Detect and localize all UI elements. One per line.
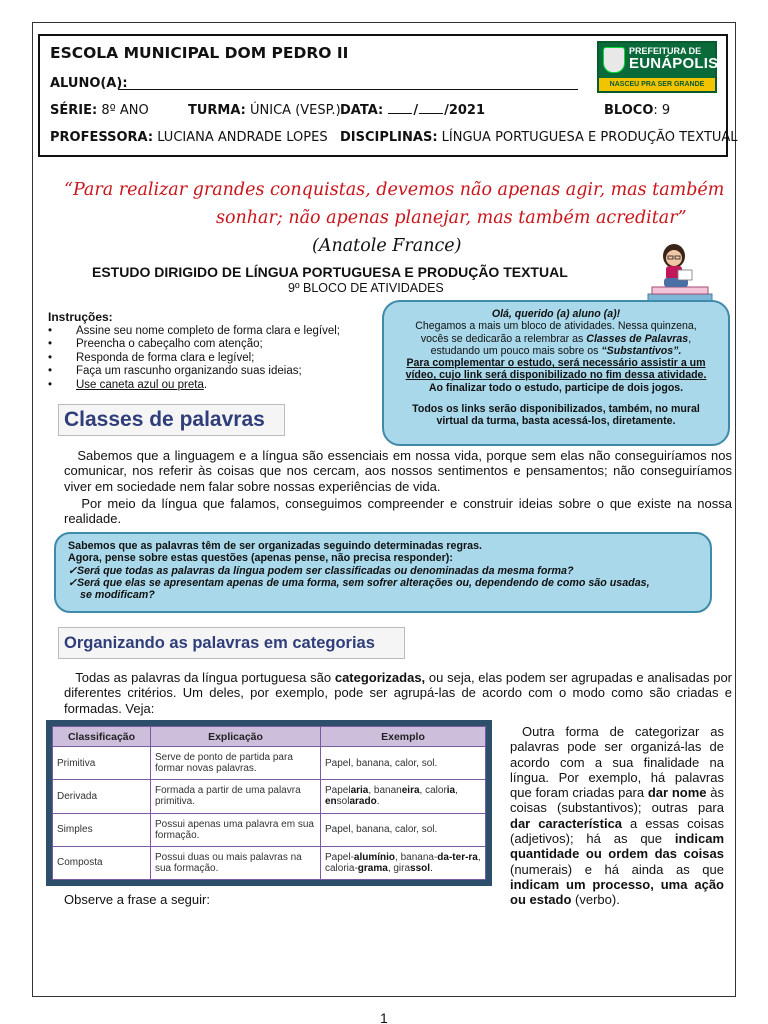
turma-value: ÚNICA (VESP.) [250, 103, 341, 118]
p-cat-c: ou seja, elas podem ser agrupadas e analisadas por diferentes critérios. Um deles, por exemplo, pode ser agrupá-las de acordo com o modo como são criadas e formadas. Veja: [64, 670, 733, 716]
logo-line2: EUNÁPOLIS [629, 55, 719, 72]
question-line1: Sabemos que as palavras têm de ser organizadas seguindo determinadas regras. [68, 540, 483, 552]
bloco-row [604, 103, 670, 118]
paragraph-intro [64, 448, 732, 494]
greeting-line6: Ao finalizar todo o estudo, participe de dois jogos. [428, 381, 684, 394]
ex-bold: ia [446, 785, 456, 797]
greeting-line8: virtual da turma, basta acessá-los, diretamente. [436, 415, 676, 428]
ex-bold: aria [350, 785, 369, 797]
table-cell: Papel, banana, calor, sol. [321, 747, 486, 780]
instruction-item: • Responda de forma clara e legível; [48, 352, 340, 365]
ex-part: Papel- [325, 851, 354, 863]
quote-line2: sonhar; não apenas planejar, mas também acreditar” [216, 208, 687, 228]
ex-bold: grama [357, 862, 388, 874]
date-month-field[interactable] [419, 113, 443, 114]
greeting-line3-emph: “Substantivos”. [601, 344, 682, 357]
ex-part: , [455, 785, 458, 797]
date-day-field[interactable] [388, 113, 412, 114]
question-2a: ✓Será que elas se apresentam apenas de uma forma, sem sofrer alterações ou, dependendo de como são usadas, [68, 576, 650, 589]
side-text-part: a essas coisas (adjetivos); há as que [510, 815, 724, 847]
observe-text: Observe a frase a seguir: [64, 892, 210, 907]
instructions [48, 310, 340, 392]
classification-table [52, 726, 486, 880]
page-number: 1 [380, 1010, 388, 1024]
instruction-item-underlined: Use caneta azul ou preta [76, 378, 204, 391]
professora-value: LUCIANA ANDRADE LOPES [157, 130, 328, 145]
ex-part: , caloria- [325, 851, 481, 874]
ex-bold: ssol [410, 862, 431, 874]
professora-label: PROFESSORA: [50, 130, 154, 145]
greeting-line7: Todos os links serão disponibilizados, também, no mural [412, 403, 700, 416]
instruction-item: • Use caneta azul ou preta. [48, 379, 340, 392]
serie-row [50, 103, 149, 118]
table-row [53, 780, 486, 813]
paragraph-realidade-text: Por meio da língua que falamos, conseguimos compreender e construir ideias sobre o que existe na nossa realidade. [64, 496, 732, 527]
table-header: Explicação [151, 727, 321, 747]
question-2b: se modificam? [80, 589, 155, 602]
table-cell: Simples [53, 813, 151, 846]
table-cell: Possui duas ou mais palavras na sua formação. [151, 846, 321, 879]
table-cell: Composta [53, 846, 151, 879]
date-year: /2021 [444, 103, 486, 118]
table-cell [321, 846, 486, 879]
ex-part: . [376, 796, 380, 808]
table-cell: Formada a partir de uma palavra primitiva. [151, 780, 321, 813]
p-cat-a: Todas as palavras da língua portuguesa são [75, 670, 335, 685]
ex-part: . [430, 862, 433, 874]
table-cell: Primitiva [53, 747, 151, 780]
greeting-line4: Para complementar o estudo, será necessário assistir a um [406, 357, 706, 370]
section-title-classes: Classes de palavras [58, 404, 285, 436]
bloco-value: : 9 [653, 103, 671, 118]
instruction-item: • Preencha o cabeçalho com atenção; [48, 338, 340, 351]
study-subtitle: 9º BLOCO DE ATIVIDADES [288, 281, 444, 295]
aluno-name-field[interactable] [118, 89, 578, 90]
date-separator: / [413, 103, 419, 118]
ex-bold: arado [349, 796, 377, 808]
greeting-line2-emph: Classes de Palavras [586, 332, 689, 345]
greeting-line5: vídeo, cujo link será disponibilizado no fim dessa atividade. [405, 369, 707, 382]
quote-author: (Anatole France) [312, 236, 462, 256]
logo-line1: PREFEITURA DE [629, 46, 702, 56]
side-text-bold: indicam um processo, uma ação ou estado [510, 876, 724, 908]
greeting-line3 [384, 345, 728, 357]
side-text-part: Outra forma de categorizar as palavras pode ser organizá-las de acordo com a sua finalidade na língua. Por exemplo, há palavras que foram criadas para [510, 724, 724, 801]
quote-line1: “Para realizar grandes conquistas, devemos não apenas agir, mas também [64, 180, 725, 200]
disciplinas-label: DISCIPLINAS: [340, 130, 438, 145]
side-paragraph [510, 724, 724, 908]
question-box [54, 532, 712, 613]
ex-part: , calor [419, 785, 447, 797]
table-row [53, 846, 486, 879]
side-text-part: às coisas (substantivos); outras para [510, 785, 724, 816]
serie-value: 8º ANO [101, 103, 149, 118]
professora-row [50, 130, 328, 145]
side-text-bold: dar nome [647, 785, 707, 801]
instruction-item: • Assine seu nome completo de forma clara e legível; [48, 325, 340, 338]
data-label: DATA: [340, 103, 384, 118]
bloco-label: BLOCO [604, 103, 654, 118]
school-name: ESCOLA MUNICIPAL DOM PEDRO II [50, 44, 349, 62]
table-cell: Serve de ponto de partida para formar novas palavras. [151, 747, 321, 780]
disciplinas-value: LÍNGUA PORTUGUESA E PRODUÇÃO TEXTUAL [441, 130, 738, 145]
ex-part: Papel [325, 785, 351, 797]
table-cell: Possui apenas uma palavra em sua formação. [151, 813, 321, 846]
greeting-title: Olá, querido (a) aluno (a)! [491, 308, 621, 320]
p-cat-b: categorizadas, [334, 670, 426, 685]
table-header: Classificação [53, 727, 151, 747]
paragraph-intro-text: Sabemos que a linguagem e a língua são essenciais em nossa vida, porque sem elas não conseguiríamos nos comunicar, nos referir às coisas que nos cercam, aos nossos sentimentos e pensamentos; não conseguiríamos viver em sociedade nem falar sobre nossas experiências de vida. [64, 448, 732, 494]
crest-icon [603, 47, 625, 73]
greeting-line2 [384, 333, 728, 345]
study-title: ESTUDO DIRIGIDO DE LÍNGUA PORTUGUESA E PRODUÇÃO TEXTUAL [92, 264, 568, 280]
side-text-part: (numerais) e há ainda as que [510, 861, 724, 877]
table-cell: Papel, banana, calor, sol. [321, 813, 486, 846]
instruction-item: • Faça um rascunho organizando suas ideias; [48, 365, 340, 378]
greeting-box [382, 300, 730, 446]
table-row [53, 813, 486, 846]
question-1: ✓Será que todas as palavras da língua podem ser classificadas ou denominadas da mesma forma? [68, 564, 574, 577]
ex-part: , banan [368, 785, 402, 797]
logo-tagline: NASCEU PRA SER GRANDE [599, 78, 715, 91]
ex-bold: en [325, 796, 337, 808]
side-text-bold: indicam quantidade ou ordem das coisas [510, 831, 724, 862]
turma-label: TURMA: [188, 103, 246, 118]
paragraph-realidade [64, 496, 732, 527]
turma-row [188, 103, 341, 118]
disciplinas-row [340, 130, 738, 145]
greeting-line1: Chegamos a mais um bloco de atividades. Nessa quinzena, [415, 320, 697, 333]
table-header: Exemplo [321, 727, 486, 747]
ex-bold: alumínio [353, 851, 396, 863]
table-header-row [53, 727, 486, 747]
greeting-line3-text: estudando um pouco mais sobre os [430, 344, 602, 357]
ex-part: , banana- [395, 851, 438, 863]
ex-part: sol [336, 796, 350, 808]
table-cell [321, 780, 486, 813]
ex-part: , gira [387, 862, 411, 874]
instructions-heading: Instruções: [48, 310, 113, 324]
table-cell: Derivada [53, 780, 151, 813]
classification-table-frame [46, 720, 492, 886]
paragraph-categorizadas [64, 670, 732, 716]
ex-bold: da-ter-ra [437, 851, 478, 863]
serie-label: SÉRIE: [50, 103, 98, 118]
section-title-categorias: Organizando as palavras em categorias [58, 627, 405, 659]
aluno-label: ALUNO(A): [50, 76, 128, 91]
greeting-line2-text: vocês se dedicarão a relembrar as [420, 332, 587, 345]
greeting-line2-end: , [688, 332, 692, 345]
side-text-part: (verbo). [571, 892, 620, 908]
table-row [53, 747, 486, 780]
side-text-bold: dar característica [510, 815, 623, 831]
question-line2: Agora, pense sobre estas questões (apenas pense, não precisa responder): [68, 552, 453, 565]
data-row [340, 103, 485, 118]
prefeitura-logo [597, 41, 717, 93]
ex-bold: eira [401, 785, 420, 797]
